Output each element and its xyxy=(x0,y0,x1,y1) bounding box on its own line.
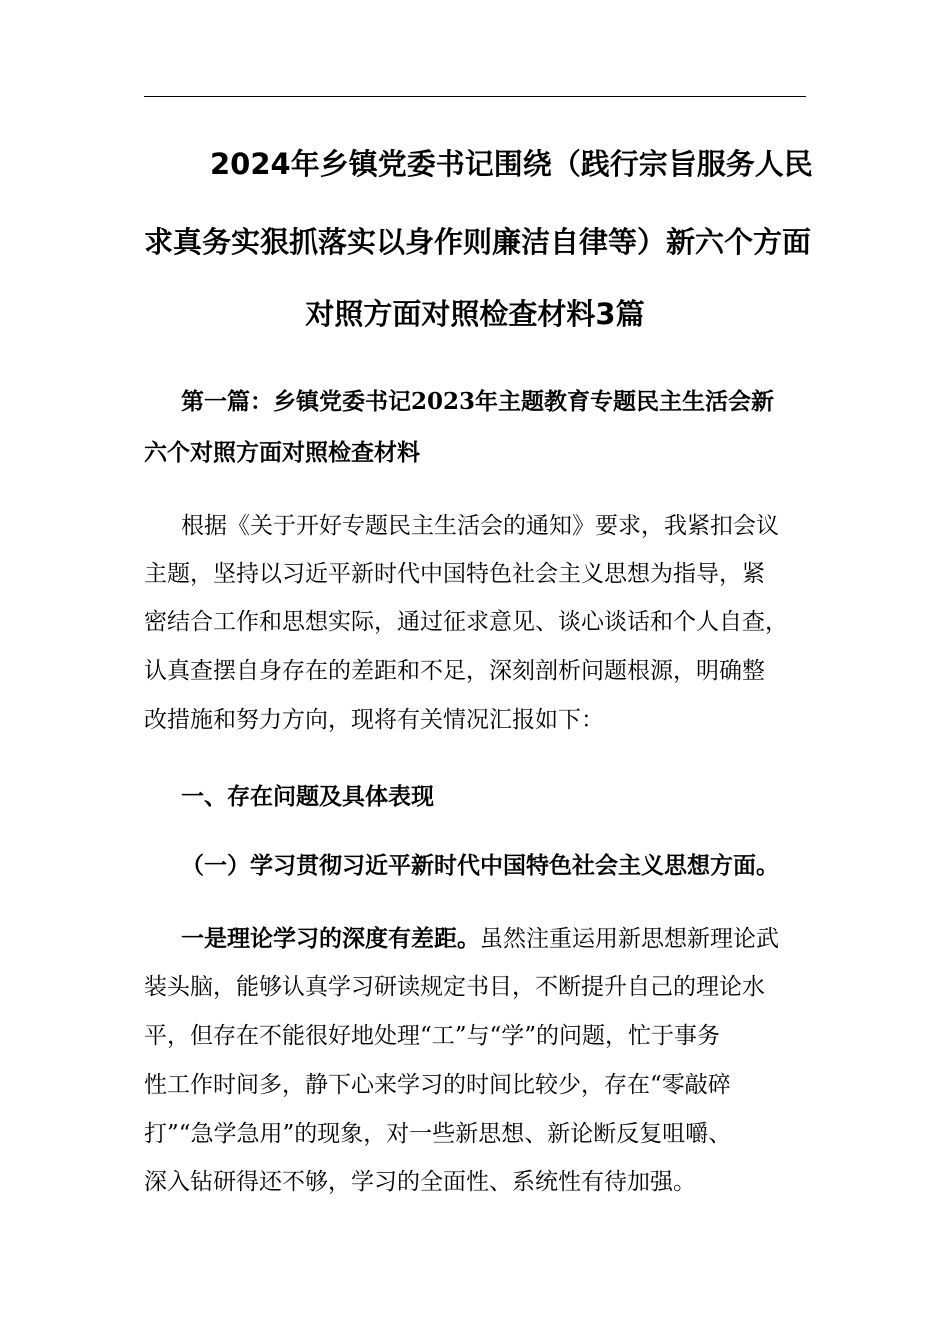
subsection-heading: （一）学习贯彻习近平新时代中国特色社会主义思想方面。 xyxy=(181,852,779,879)
intro-paragraph-line-2: 主题，坚持以习近平新时代中国特色社会主义思想为指导，紧 xyxy=(144,561,765,587)
part-heading-line-2: 六个对照方面对照检查材料 xyxy=(144,439,420,466)
document-title-line-1: 2024年乡镇党委书记围绕（践行宗旨服务人民 xyxy=(210,147,813,181)
point-text-start: 虽然注重运用新思想新理论武 xyxy=(480,926,779,952)
document-title-line-3: 对照方面对照检查材料3篇 xyxy=(305,297,645,331)
document-title-line-2: 求真务实狠抓落实以身作则廉洁自律等）新六个方面 xyxy=(144,225,812,259)
header-rule xyxy=(144,96,806,97)
point-paragraph-line-2: 装头脑，能够认真学习研读规定书目，不断提升自己的理论水 xyxy=(144,974,765,1000)
intro-paragraph-line-5: 改措施和努力方向，现将有关情况汇报如下： xyxy=(144,707,604,733)
point-paragraph-line-4: 性工作时间多，静下心来学习的时间比较少，存在“零敲碎 xyxy=(144,1072,731,1098)
point-paragraph-line-3: 平，但存在不能很好地处理“工”与“学”的问题，忙于事务 xyxy=(144,1023,721,1049)
intro-paragraph-line-4: 认真查摆自身存在的差距和不足，深刻剖析问题根源，明确整 xyxy=(144,658,765,684)
point-paragraph-line-6: 深入钻研得还不够，学习的全面性、系统性有待加强。 xyxy=(144,1169,696,1195)
intro-paragraph-line-3: 密结合工作和思想实际，通过征求意见、谈心谈话和个人自查， xyxy=(144,609,788,635)
point-lead: 一是理论学习的深度有差距。 xyxy=(181,925,480,952)
intro-paragraph-line-1: 根据《关于开好专题民主生活会的通知》要求，我紧扣会议 xyxy=(181,513,779,539)
section-heading: 一、存在问题及具体表现 xyxy=(181,783,434,810)
part-heading-line-1: 第一篇：乡镇党委书记2023年主题教育专题民主生活会新 xyxy=(181,388,775,415)
point-paragraph-line-1 xyxy=(144,924,861,954)
point-paragraph-line-5: 打”“急学急用”的现象，对一些新思想、新论断反复咀嚼、 xyxy=(144,1121,732,1147)
